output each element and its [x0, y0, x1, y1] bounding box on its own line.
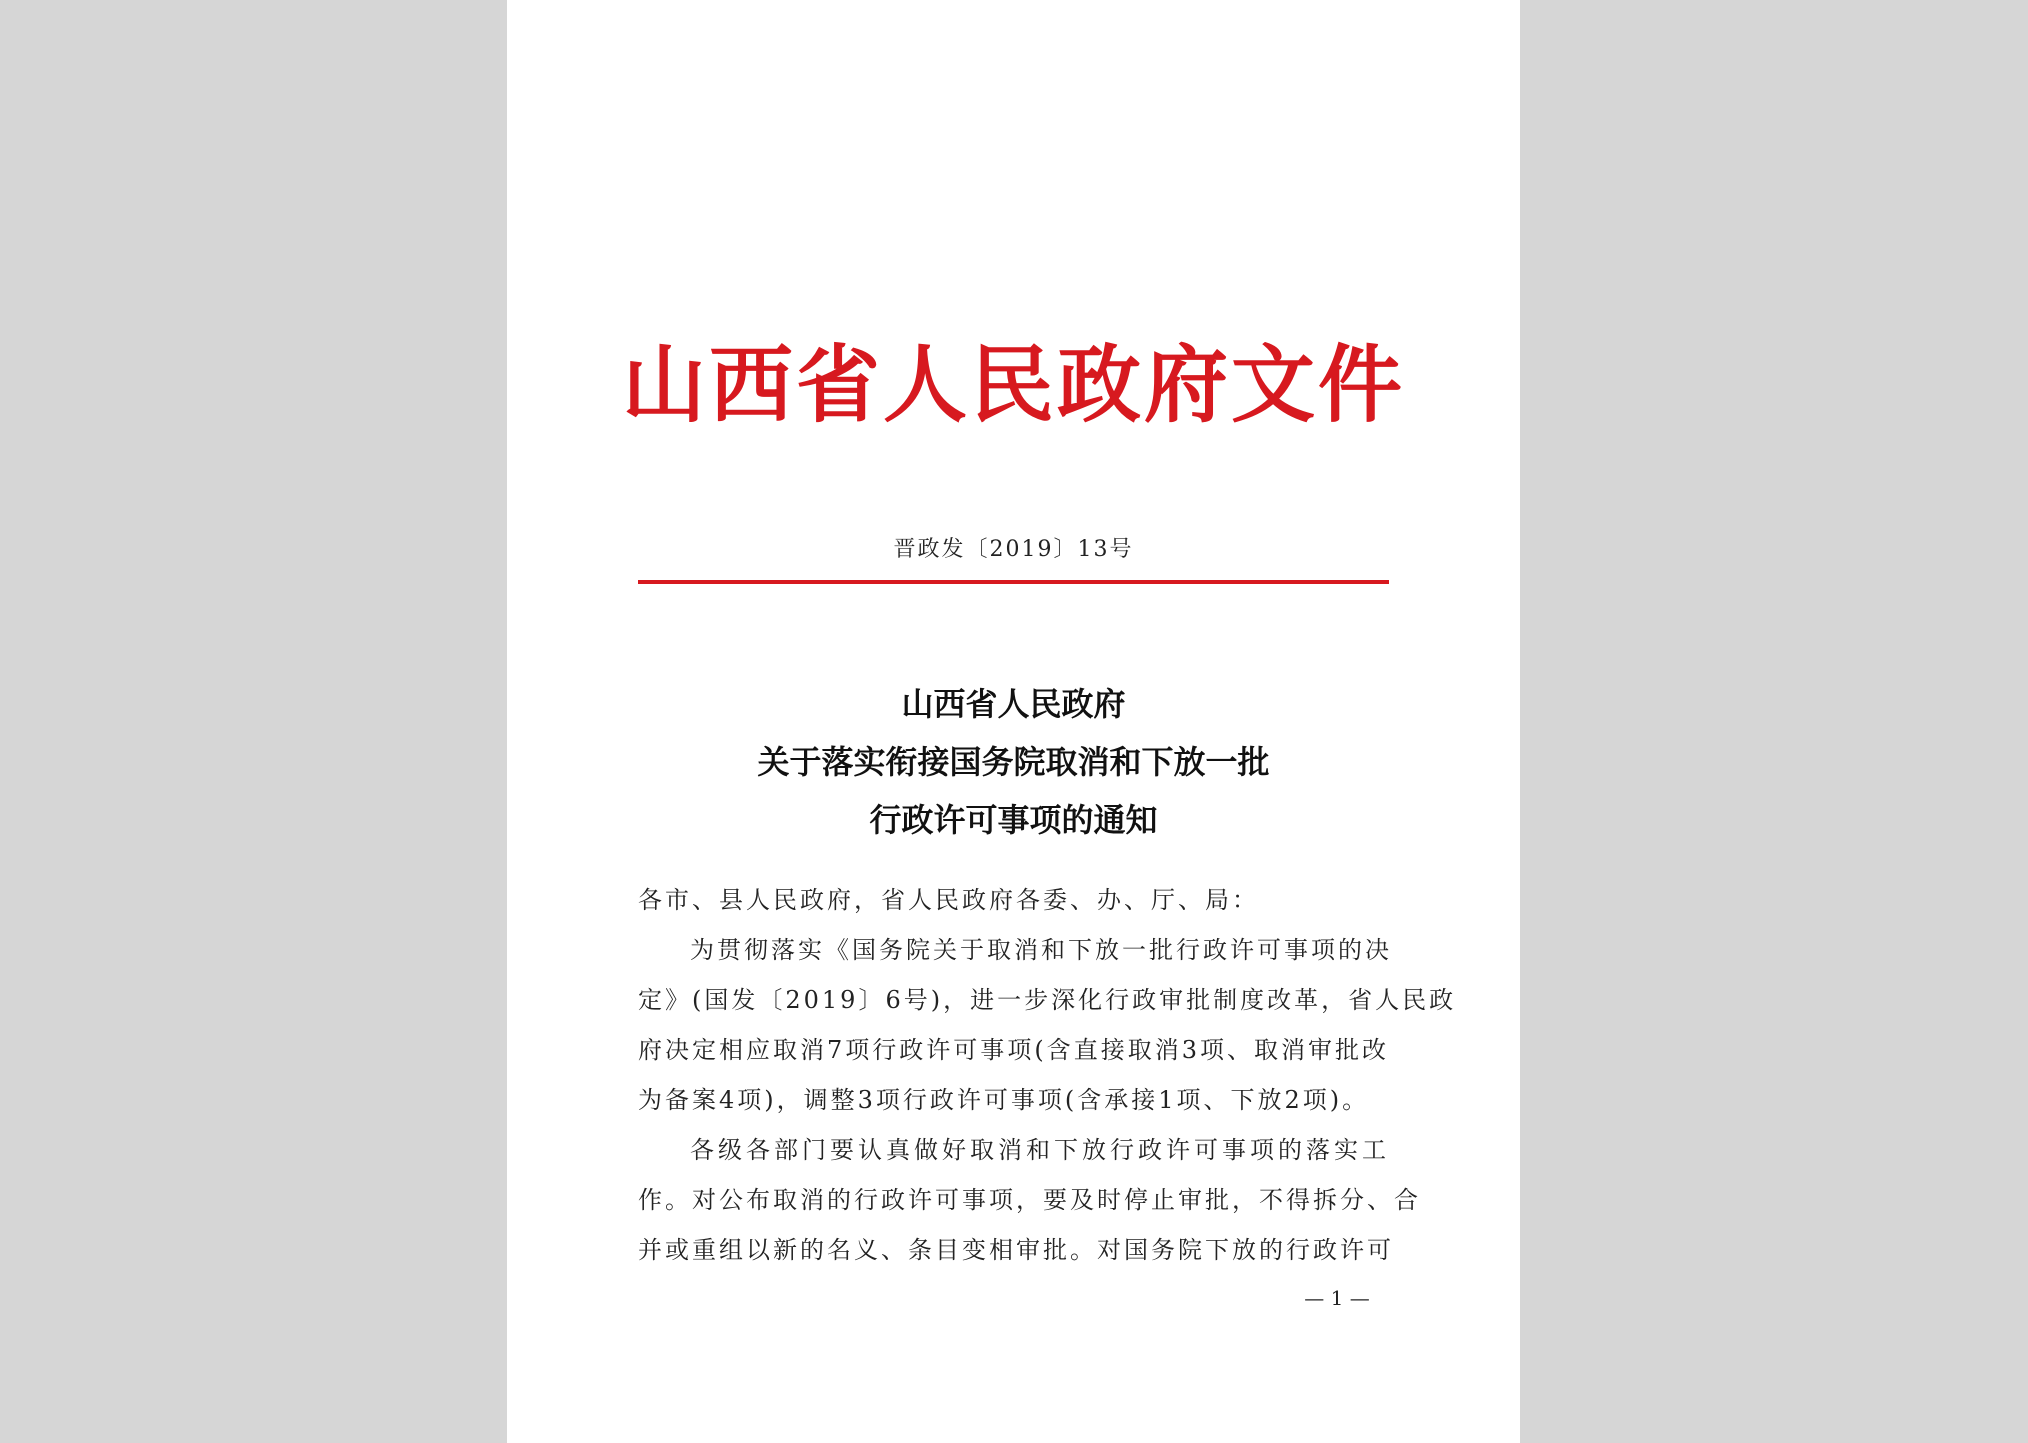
- title-line: 行政许可事项的通知: [869, 801, 1158, 839]
- title-line: 关于落实衔接国务院取消和下放一批: [757, 743, 1270, 781]
- paragraph-1-line: 府决定相应取消7项行政许可事项(含直接取消3项、取消审批改: [638, 1036, 1389, 1064]
- salutation: 各市、县人民政府，省人民政府各委、办、厅、局：: [638, 886, 1259, 914]
- paragraph-1-line: 定》(国发〔2019〕6号)，进一步深化行政审批制度改革，省人民政: [638, 986, 1457, 1014]
- document-body: [638, 875, 1457, 1275]
- paragraph-1-line: 为备案4项)，调整3项行政许可事项(含承接1项、下放2项)。: [638, 1086, 1370, 1114]
- title-line: 山西省人民政府: [901, 685, 1126, 723]
- paragraph-1-line: 为贯彻落实《国务院关于取消和下放一批行政许可事项的决: [690, 936, 1392, 964]
- red-divider-rule: [638, 580, 1389, 584]
- document-masthead: 山西省人民政府文件: [621, 335, 1405, 434]
- paragraph-2-line: 作。对公布取消的行政许可事项，要及时停止审批，不得拆分、合: [638, 1186, 1421, 1214]
- document-page: [507, 0, 1520, 1443]
- page-number: — 1 —: [1304, 1286, 1370, 1310]
- paragraph-2-line: 各级各部门要认真做好取消和下放行政许可事项的落实工: [690, 1136, 1389, 1164]
- paragraph-2-line: 并或重组以新的名义、条目变相审批。对国务院下放的行政许可: [638, 1236, 1394, 1264]
- document-title: [507, 675, 1520, 849]
- document-number: 晋政发〔2019〕13号: [893, 537, 1134, 562]
